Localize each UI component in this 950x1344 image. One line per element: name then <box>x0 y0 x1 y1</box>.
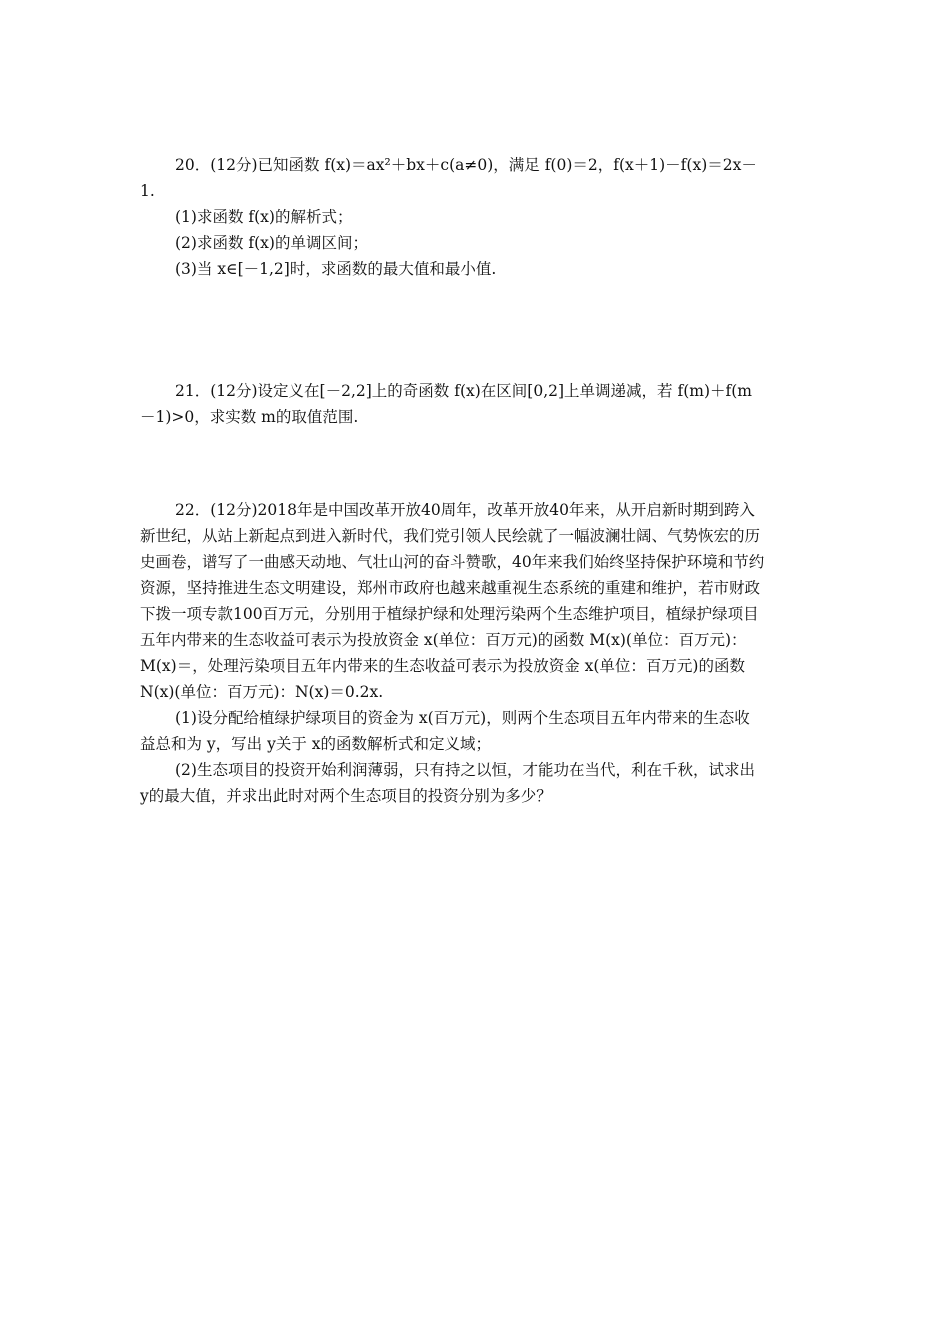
question-20-stem-continued: 1. <box>140 182 155 200</box>
question-22-part-1-continued: 益总和为 y，写出 y关于 x的函数解析式和定义域； <box>140 735 492 753</box>
question-20-part-2: (2)求函数 f(x)的单调区间； <box>175 234 368 252</box>
question-20-part-1: (1)求函数 f(x)的解析式； <box>175 208 353 226</box>
question-22-stem-line: 资源，坚持推进生态文明建设，郑州市政府也越来越重视生态系统的重建和维护，若市财政 <box>140 579 761 597</box>
question-22-stem-line: M(x)＝，处理污染项目五年内带来的生态收益可表示为投放资金 x(单位：百万元)的函数 <box>140 657 745 675</box>
question-22-stem-line: 下拨一项专款100百万元，分别用于植绿护绿和处理污染两个生态维护项目，植绿护绿项目 <box>140 605 759 623</box>
question-22-stem-line: 史画卷，谱写了一曲感天动地、气壮山河的奋斗赞歌，40年来我们始终坚持保护环境和节约 <box>140 553 765 571</box>
question-22-part-2-continued: y的最大值，并求出此时对两个生态项目的投资分别为多少？ <box>140 787 552 805</box>
question-22-stem-line: 五年内带来的生态收益可表示为投放资金 x(单位：百万元)的函数 M(x)(单位：百万元)： <box>140 631 747 649</box>
question-22 <box>140 497 815 809</box>
question-22-stem: 22．(12分)2018年是中国改革开放40周年，改革开放40年来，从开启新时期到跨入 <box>175 501 755 519</box>
question-22-stem-line: 新世纪，从站上新起点到进入新时代，我们党引领人民绘就了一幅波澜壮阔、气势恢宏的历 <box>140 527 761 545</box>
question-21-stem: 21．(12分)设定义在[－2,2]上的奇函数 f(x)在区间[0,2]上单调递减，若 f(m)＋f(m <box>175 382 752 400</box>
question-20-part-3: (3)当 x∈[－1,2]时，求函数的最大值和最小值. <box>175 260 497 278</box>
question-22-part-1: (1)设分配给植绿护绿项目的资金为 x(百万元)，则两个生态项目五年内带来的生态收 <box>175 709 750 727</box>
question-21 <box>140 378 815 430</box>
question-20-stem: 20．(12分)已知函数 f(x)＝ax²＋bx＋c(a≠0)，满足 f(0)＝2，f(x＋1)－f(x)＝2x－ <box>175 156 757 174</box>
question-21-stem-continued: －1)>0，求实数 m的取值范围. <box>140 408 359 426</box>
question-22-stem-line: N(x)(单位：百万元)：N(x)＝0.2x. <box>140 683 384 701</box>
question-22-part-2: (2)生态项目的投资开始利润薄弱，只有持之以恒，才能功在当代，利在千秋，试求出 <box>175 761 755 779</box>
question-20 <box>140 152 815 282</box>
